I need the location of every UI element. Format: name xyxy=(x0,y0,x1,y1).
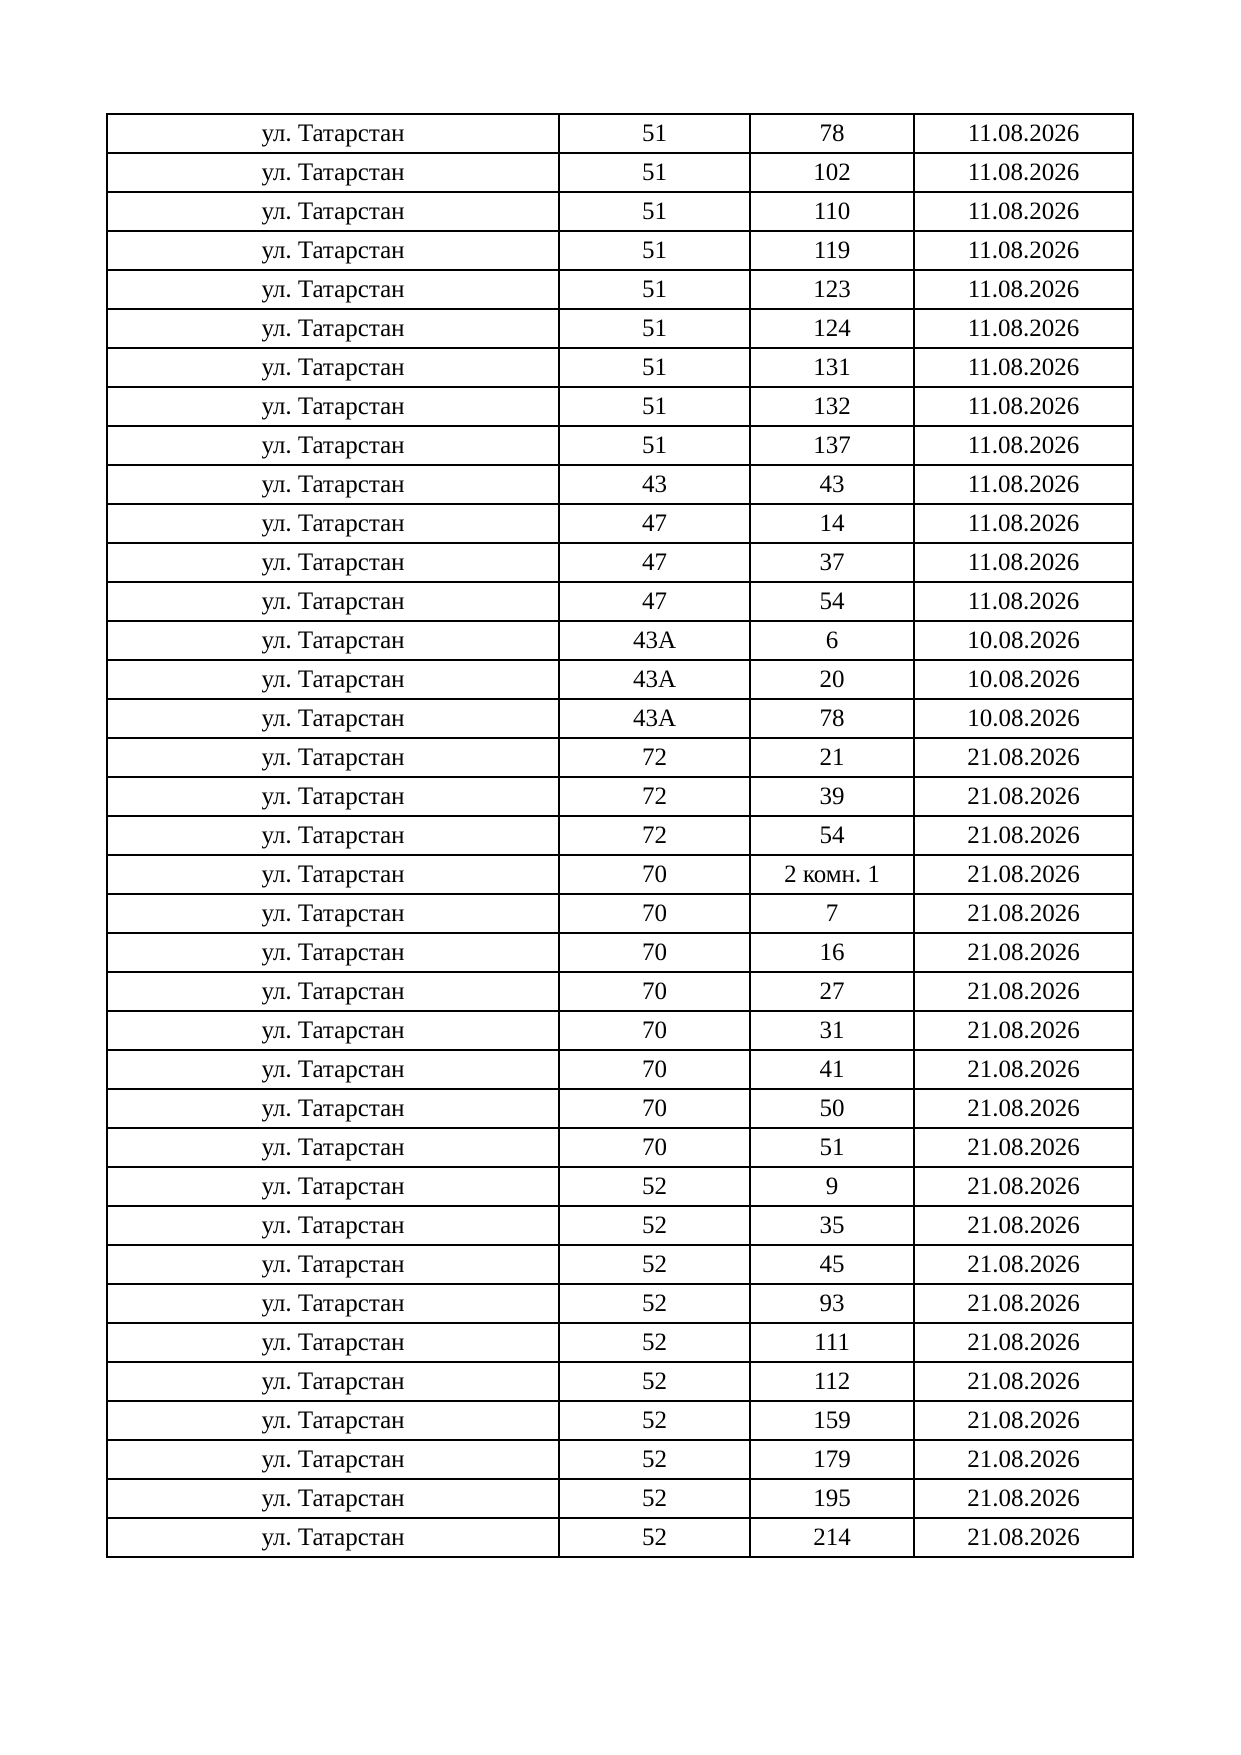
apartment-cell: 112 xyxy=(750,1362,914,1401)
date-cell: 21.08.2026 xyxy=(914,933,1133,972)
apartment-cell: 35 xyxy=(750,1206,914,1245)
house-number-cell: 43А xyxy=(559,621,750,660)
house-number-cell: 70 xyxy=(559,1050,750,1089)
date-cell: 21.08.2026 xyxy=(914,1206,1133,1245)
house-number-cell: 70 xyxy=(559,1128,750,1167)
street-cell: ул. Татарстан xyxy=(107,1245,559,1284)
apartment-cell: 78 xyxy=(750,699,914,738)
house-number-cell: 43А xyxy=(559,699,750,738)
date-cell: 11.08.2026 xyxy=(914,231,1133,270)
apartment-cell: 195 xyxy=(750,1479,914,1518)
table-row xyxy=(107,894,1133,933)
date-cell: 21.08.2026 xyxy=(914,1323,1133,1362)
table-row xyxy=(107,1518,1133,1557)
table-row xyxy=(107,660,1133,699)
table-row xyxy=(107,504,1133,543)
date-cell: 21.08.2026 xyxy=(914,855,1133,894)
house-number-cell: 70 xyxy=(559,972,750,1011)
street-cell: ул. Татарстан xyxy=(107,1479,559,1518)
apartment-cell: 123 xyxy=(750,270,914,309)
apartment-cell: 51 xyxy=(750,1128,914,1167)
street-cell: ул. Татарстан xyxy=(107,114,559,153)
apartment-cell: 27 xyxy=(750,972,914,1011)
table-row xyxy=(107,1323,1133,1362)
street-cell: ул. Татарстан xyxy=(107,231,559,270)
street-cell: ул. Татарстан xyxy=(107,1518,559,1557)
street-cell: ул. Татарстан xyxy=(107,348,559,387)
street-cell: ул. Татарстан xyxy=(107,465,559,504)
apartment-cell: 124 xyxy=(750,309,914,348)
apartment-cell: 45 xyxy=(750,1245,914,1284)
apartment-cell: 7 xyxy=(750,894,914,933)
house-number-cell: 72 xyxy=(559,738,750,777)
date-cell: 21.08.2026 xyxy=(914,1518,1133,1557)
table-row xyxy=(107,972,1133,1011)
date-cell: 11.08.2026 xyxy=(914,309,1133,348)
apartment-cell: 9 xyxy=(750,1167,914,1206)
table-row xyxy=(107,348,1133,387)
street-cell: ул. Татарстан xyxy=(107,153,559,192)
date-cell: 21.08.2026 xyxy=(914,1050,1133,1089)
house-number-cell: 47 xyxy=(559,582,750,621)
table-row xyxy=(107,699,1133,738)
table-row xyxy=(107,1011,1133,1050)
street-cell: ул. Татарстан xyxy=(107,1362,559,1401)
house-number-cell: 52 xyxy=(559,1323,750,1362)
date-cell: 10.08.2026 xyxy=(914,621,1133,660)
house-number-cell: 52 xyxy=(559,1245,750,1284)
date-cell: 11.08.2026 xyxy=(914,153,1133,192)
table-row xyxy=(107,1479,1133,1518)
apartment-cell: 31 xyxy=(750,1011,914,1050)
house-number-cell: 52 xyxy=(559,1362,750,1401)
table-row xyxy=(107,387,1133,426)
apartment-cell: 21 xyxy=(750,738,914,777)
house-number-cell: 51 xyxy=(559,426,750,465)
house-number-cell: 51 xyxy=(559,387,750,426)
date-cell: 10.08.2026 xyxy=(914,660,1133,699)
date-cell: 21.08.2026 xyxy=(914,894,1133,933)
apartment-cell: 37 xyxy=(750,543,914,582)
table-row xyxy=(107,1440,1133,1479)
street-cell: ул. Татарстан xyxy=(107,621,559,660)
street-cell: ул. Татарстан xyxy=(107,426,559,465)
table-row xyxy=(107,1128,1133,1167)
house-number-cell: 51 xyxy=(559,114,750,153)
street-cell: ул. Татарстан xyxy=(107,1284,559,1323)
street-cell: ул. Татарстан xyxy=(107,1089,559,1128)
street-cell: ул. Татарстан xyxy=(107,972,559,1011)
street-cell: ул. Татарстан xyxy=(107,699,559,738)
date-cell: 21.08.2026 xyxy=(914,1011,1133,1050)
date-cell: 21.08.2026 xyxy=(914,1167,1133,1206)
street-cell: ул. Татарстан xyxy=(107,192,559,231)
table-row xyxy=(107,738,1133,777)
date-cell: 21.08.2026 xyxy=(914,972,1133,1011)
date-cell: 21.08.2026 xyxy=(914,1479,1133,1518)
date-cell: 21.08.2026 xyxy=(914,1089,1133,1128)
house-number-cell: 43 xyxy=(559,465,750,504)
street-cell: ул. Татарстан xyxy=(107,894,559,933)
street-cell: ул. Татарстан xyxy=(107,543,559,582)
street-cell: ул. Татарстан xyxy=(107,309,559,348)
date-cell: 11.08.2026 xyxy=(914,387,1133,426)
date-cell: 21.08.2026 xyxy=(914,816,1133,855)
table-row xyxy=(107,1284,1133,1323)
house-number-cell: 70 xyxy=(559,933,750,972)
table-row xyxy=(107,1362,1133,1401)
house-number-cell: 51 xyxy=(559,309,750,348)
street-cell: ул. Татарстан xyxy=(107,1323,559,1362)
apartment-cell: 159 xyxy=(750,1401,914,1440)
apartment-cell: 93 xyxy=(750,1284,914,1323)
apartment-cell: 119 xyxy=(750,231,914,270)
street-cell: ул. Татарстан xyxy=(107,738,559,777)
apartment-cell: 20 xyxy=(750,660,914,699)
house-number-cell: 51 xyxy=(559,270,750,309)
table-body xyxy=(107,114,1133,1557)
apartment-cell: 111 xyxy=(750,1323,914,1362)
table-row xyxy=(107,777,1133,816)
house-number-cell: 51 xyxy=(559,348,750,387)
table-row xyxy=(107,621,1133,660)
date-cell: 21.08.2026 xyxy=(914,777,1133,816)
date-cell: 11.08.2026 xyxy=(914,582,1133,621)
table-row xyxy=(107,1206,1133,1245)
house-number-cell: 47 xyxy=(559,504,750,543)
apartment-cell: 14 xyxy=(750,504,914,543)
house-number-cell: 70 xyxy=(559,1089,750,1128)
table-row xyxy=(107,1050,1133,1089)
street-cell: ул. Татарстан xyxy=(107,1128,559,1167)
table-row xyxy=(107,231,1133,270)
date-cell: 11.08.2026 xyxy=(914,348,1133,387)
street-cell: ул. Татарстан xyxy=(107,855,559,894)
house-number-cell: 72 xyxy=(559,816,750,855)
house-number-cell: 52 xyxy=(559,1284,750,1323)
date-cell: 11.08.2026 xyxy=(914,543,1133,582)
house-number-cell: 47 xyxy=(559,543,750,582)
street-cell: ул. Татарстан xyxy=(107,1167,559,1206)
house-number-cell: 72 xyxy=(559,777,750,816)
apartment-cell: 50 xyxy=(750,1089,914,1128)
table-row xyxy=(107,465,1133,504)
apartment-cell: 102 xyxy=(750,153,914,192)
street-cell: ул. Татарстан xyxy=(107,1206,559,1245)
date-cell: 11.08.2026 xyxy=(914,504,1133,543)
house-number-cell: 70 xyxy=(559,855,750,894)
table-row xyxy=(107,543,1133,582)
table-row xyxy=(107,192,1133,231)
street-cell: ул. Татарстан xyxy=(107,777,559,816)
apartment-cell: 16 xyxy=(750,933,914,972)
house-number-cell: 52 xyxy=(559,1206,750,1245)
date-cell: 11.08.2026 xyxy=(914,114,1133,153)
street-cell: ул. Татарстан xyxy=(107,1011,559,1050)
date-cell: 21.08.2026 xyxy=(914,1401,1133,1440)
apartment-cell: 137 xyxy=(750,426,914,465)
house-number-cell: 52 xyxy=(559,1401,750,1440)
street-cell: ул. Татарстан xyxy=(107,1050,559,1089)
apartment-cell: 78 xyxy=(750,114,914,153)
table-row xyxy=(107,933,1133,972)
house-number-cell: 70 xyxy=(559,1011,750,1050)
date-cell: 10.08.2026 xyxy=(914,699,1133,738)
table-row xyxy=(107,582,1133,621)
table-row xyxy=(107,1167,1133,1206)
apartment-cell: 6 xyxy=(750,621,914,660)
date-cell: 21.08.2026 xyxy=(914,1128,1133,1167)
date-cell: 21.08.2026 xyxy=(914,1362,1133,1401)
house-number-cell: 52 xyxy=(559,1479,750,1518)
house-number-cell: 51 xyxy=(559,192,750,231)
house-number-cell: 52 xyxy=(559,1518,750,1557)
apartment-cell: 132 xyxy=(750,387,914,426)
street-cell: ул. Татарстан xyxy=(107,270,559,309)
table-row xyxy=(107,816,1133,855)
date-cell: 21.08.2026 xyxy=(914,1245,1133,1284)
date-cell: 21.08.2026 xyxy=(914,1284,1133,1323)
table-row xyxy=(107,1245,1133,1284)
date-cell: 21.08.2026 xyxy=(914,738,1133,777)
street-cell: ул. Татарстан xyxy=(107,660,559,699)
house-number-cell: 51 xyxy=(559,153,750,192)
street-cell: ул. Татарстан xyxy=(107,1401,559,1440)
table-row xyxy=(107,114,1133,153)
table-row xyxy=(107,1089,1133,1128)
house-number-cell: 52 xyxy=(559,1167,750,1206)
table-row xyxy=(107,855,1133,894)
table-row xyxy=(107,426,1133,465)
apartment-cell: 179 xyxy=(750,1440,914,1479)
apartment-cell: 54 xyxy=(750,582,914,621)
table-row xyxy=(107,270,1133,309)
house-number-cell: 51 xyxy=(559,231,750,270)
table-row xyxy=(107,309,1133,348)
apartment-cell: 41 xyxy=(750,1050,914,1089)
street-cell: ул. Татарстан xyxy=(107,504,559,543)
table-row xyxy=(107,153,1133,192)
apartment-cell: 131 xyxy=(750,348,914,387)
date-cell: 11.08.2026 xyxy=(914,426,1133,465)
house-number-cell: 43А xyxy=(559,660,750,699)
date-cell: 11.08.2026 xyxy=(914,270,1133,309)
street-cell: ул. Татарстан xyxy=(107,816,559,855)
date-cell: 11.08.2026 xyxy=(914,465,1133,504)
street-cell: ул. Татарстан xyxy=(107,933,559,972)
apartment-cell: 214 xyxy=(750,1518,914,1557)
table-row xyxy=(107,1401,1133,1440)
house-number-cell: 52 xyxy=(559,1440,750,1479)
apartment-cell: 39 xyxy=(750,777,914,816)
street-cell: ул. Татарстан xyxy=(107,582,559,621)
apartment-cell: 2 комн. 1 xyxy=(750,855,914,894)
apartment-cell: 110 xyxy=(750,192,914,231)
house-number-cell: 70 xyxy=(559,894,750,933)
apartment-cell: 43 xyxy=(750,465,914,504)
apartment-cell: 54 xyxy=(750,816,914,855)
date-cell: 11.08.2026 xyxy=(914,192,1133,231)
street-cell: ул. Татарстан xyxy=(107,387,559,426)
address-table xyxy=(106,113,1134,1558)
date-cell: 21.08.2026 xyxy=(914,1440,1133,1479)
street-cell: ул. Татарстан xyxy=(107,1440,559,1479)
